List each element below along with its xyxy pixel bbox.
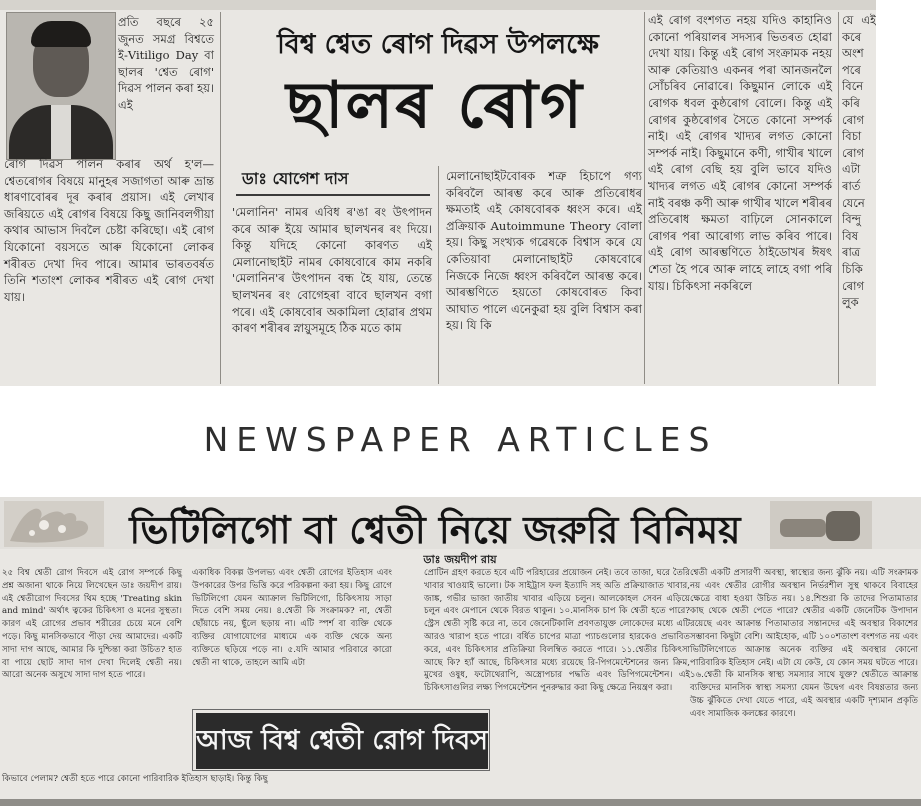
article1-col3-text: মেলানোছাইটবোৰক শত্ৰু হিচাপে গণ্য কৰিবলৈ আৰম্ভ কৰে আৰু প্ৰতিৰোধৰ ক্ষমতাই এই কোষবোৰক ধ্বংস কৰে। এই প্ৰক্ৰিয়াক Autoimmune Theory বোলা হয়। কিছু সংখ্যক গৱেষকে বিশ্বাস কৰে যে কেতিয়াবা মেলানোছাইট কোষবোৰে নিজকে নিজে ধ্বংস কৰিবলৈ আৰম্ভ কৰে। আৰম্ভণিতে হয়তো কোষবোৰত কিবা আঘাত পালে এনেকুৱা হয় বুলি বিশ্বাস কৰা হয়। যি কি [446, 169, 642, 333]
article-clipping-top [0, 0, 876, 386]
clipping-bottom-edge [0, 799, 921, 806]
article1-left-text: ৰোগ দিৱস পালন কৰাৰ অৰ্থ হ'ল— শ্বেতৰোগৰ বিষয়ে মানুহৰ সজাগতা আৰু ভ্ৰান্ত ধাৰণাবোৰৰ দূৰ কৰাৰ প্ৰয়াস। এই লেখাৰ জৰিয়তে এই ৰোগৰ বিষয়ে কিছু জানিবলগীয়া কথাৰ আভাস দিবলৈ চেষ্টা কৰিছো। এই ৰোগ যিকোনো বয়সতে আৰু যিকোনো লোকৰ শৰীৰত দেখা দিব পাৰে। আমাৰ ভাৰতবৰ্ষত তিনি শতাংশ লোকৰ শৰীৰত এই ৰোগ দেখা যায়। [4, 157, 214, 304]
article1-side-column [118, 14, 214, 114]
article2-under-box-text: কিভাবে পেলাম? শ্বেতী হতে পারে কোনো পারিবারিক ইতিহাস ছাড়াই। কিন্তু কিছু [2, 774, 268, 784]
article2-col1-text: ২৫ বিশ্ব শ্বেতী রোগ দিবসে এই রোগ সম্পর্কে কিছু প্রশ্ন অজানা থাকে নিয়ে লিখেছেন ডাঃ জয়দীপ রায়। এই শ্বেতীরোগ দিবসের থিম হচ্ছে 'Treating skin and mind' অর্থাৎ ত্বকের চিকিৎসা ও মনের সুস্থতা। কারণ এই রোগের প্রভাব শরীরের চেয়ে মনে বেশি পড়ে। কিছু মানসিকভাবে পীড়া দেয় আমাদের। একটি সাদা দাগ আছে, আমার কি দুশ্চিন্তা করা উচিত? হাত বা পায়ে ছোট সাদা দাগ দেখা দিলেই শ্বেতী নয়। আরো অনেক অসুখে সাদা দাগ হতে পারে। [2, 568, 182, 681]
article2-column-4 [690, 567, 918, 721]
column-divider [220, 12, 221, 384]
illustration-shape [826, 511, 860, 541]
article1-side-text: প্ৰতি বছৰে ২৫ জুনত সমগ্ৰ বিশ্বতে ই-Vitiligo Day বা ছালৰ 'শ্বেত ৰোগ' দিৱস পালন কৰা হয়। এই [118, 15, 214, 112]
article1-column-2 [232, 204, 432, 337]
author-underline [236, 194, 430, 196]
article2-column-3 [424, 567, 690, 695]
clipping-top-edge [0, 0, 876, 10]
section-heading: NEWSPAPER ARTICLES [203, 420, 718, 459]
treatment-illustration [770, 501, 872, 549]
article1-column-4 [648, 12, 832, 294]
inset-headline-text: আজ বিশ্ব শ্বেতী রোগ দিবস [196, 725, 488, 756]
article1-left-column [4, 156, 214, 305]
article1-headline: ছালৰ ৰোগ [286, 68, 584, 143]
photo-hair-shape [31, 21, 91, 47]
article2-author: ডাঃ জয়দীপ রায় [423, 553, 497, 566]
illustration-shape [780, 519, 826, 537]
article-clipping-bottom [0, 497, 921, 806]
article1-pretitle: বিশ্ব শ্বেত ৰোগ দিৱস উপলক্ষে [277, 29, 599, 60]
article2-column-2 [192, 567, 392, 669]
article1-column-5 [842, 12, 876, 384]
article2-under-box [2, 773, 402, 786]
article1-col4-text: এই ৰোগ বংশগত নহয় যদিও কাহানিও কোনো পৰিয়ালৰ সদস্যৰ ভিতৰত হোৱা দেখা যায়। কিন্তু এই ৰোগ সংক্ৰামক নহয় আৰু কেতিয়াও একনৰ পৰা আনজনলৈ সোঁচৰিব নোৱাৰে। কিছুমান লোকে এই ৰোগক ধবল কুষ্ঠৰোগ বোলে। কিন্তু এই ৰোগৰ কুষ্ঠৰোগৰ সৈতে কোনো সম্পৰ্ক নাই। এই ৰোগৰ খাদ্যৰ লগত কোনো সম্পৰ্ক নাই। কিছুমানে কণী, গাখীৰ খালে এই ৰোগ বেছি হয় বুলি ভাবে যদিও খাদ্যৰ লগত এই ৰোগৰ কোনো সম্পৰ্ক নাই বৰঞ্চ কণী আৰু গাখীৰ খালে শৰীৰৰ প্ৰতিৰোধ ক্ষমতা বাঢ়িলে সোনকালে ৰোগৰ পৰা আৰোগ্য লাভ কৰিব পাৰে। এই ৰোগ আৰম্ভণিতে ঠাইডোখৰ ঈষৎ শেতা হৈ পৰে আৰু লাহে লাহে বগা পৰি যায়। চিকিৎসা নকৰিলে [648, 13, 832, 293]
article2-col3-text: প্রোটিন গ্রহণ করতে হবে এটি পরিহারের প্রয়োজন নেই। তবে তাজা, ঘরে তৈরি খাবার খাওয়াই ভালো। টক সাইট্রাস ফল ইত্যাদি সহ অতি প্রক্রিয়াজাত খাবার, জাঙ্ক, গভীর ভাজা জাতীয় খাবার এড়িয়ে চলুন। আলকোহল সেবন এড়িয়ে চলুন এবং মেপানে থেকে বিরত থাকুন। ১০.মানসিক চাপ কি শ্বেতী হতে পারে? স্ট্রেস শ্বেতী সৃষ্টি করে না, তবে জেনেটিকালি প্রবণতাযুক্ত লোকেদের মধ্যে এটি আরও খারাপ হতে পারে। বর্ধিত চাপের মাত্রা প্যাচগুলোর হারকেও প্রভাবিত করে, এবং চিকিৎসার প্রতিক্রিয়া বিলম্বিত করতে পারে। ১১.শ্বেতীর চিকিৎসা আছে কি? হ্যাঁ আছে, চিকিৎসার মধ্যে রয়েছে রি-পিগমেন্টেশনের জন্য ক্রিম, মুখের ওষুধ, ফটোথেরাপি, অস্ত্রোপচার পদ্ধতি এবং ডিপিগমেন্টেশন। এই চিকিৎসাগুলির লক্ষ্য পিগমেন্টেশন পুনরুদ্ধার করা কিছু ক্ষেত্রে নিয়ন্ত্রণ করা। [424, 568, 690, 694]
article2-col2-text: একাধিক বিকল্প উপলভ্য এবং শ্বেতী রোগের ইতিহাস এবং উপকারের উপর ভিত্তি করে পরিকল্পনা করা হয়। কিছু রোগে ভিটিলিগো যেমন অ্যাক্রাল ভিটিলিগো, চিকিৎসায় সাড়া দিতে বেশি সময় নেয়। ৪.শ্বেতী কি সংক্রামক? না, শ্বেতী ছোঁয়াচে নয়, ছুঁলে ছড়ায় না। এটি স্পর্শ বা ব্যক্তি থেকে ব্যক্তির যোগাযোগের মাধ্যমে এক ব্যক্তি থেকে অন্য ব্যক্তিতে ছড়িয়ে পড়ে না। ৫.যদি আমার পরিবারে কারো শ্বেতী না থাকে, তাহলে আমি এটা [192, 568, 392, 668]
column-divider [644, 12, 645, 384]
article2-column-1 [2, 567, 182, 682]
article1-author: ডাঃ যোগেশ দাস [242, 169, 349, 188]
article1-col5-text: যে এই কৰে অংশ পৰে বিনে কৰি ৰোগ বিচা ৰোগ এটা ৰাৰ্ত যেনে বিন্দু বিষ ৰাত্ৰ চিকি ৰোগ লুক [842, 13, 876, 310]
column-divider [838, 12, 839, 384]
photo-shirt-shape [51, 105, 71, 159]
hand-illustration-icon [4, 501, 104, 547]
article2-col4-text: শ্বেতী একটি প্রসারণী অবস্থা, স্বাস্থ্যের জন্য ঝুঁকি নয়। এটি সংক্রামক নয় এবং শ্বেতীর রোগীর অবস্থান নির্ভরশীল সুস্থ থাকবে বিবাহের ক্ষেত্রে বাধা হওয়া উচিত নয়। ১৪.শিশুরা কি তাদের পিতামাতার কাছ থেকে শ্বেতী পেতে পারে? শ্বেতীর একটি জেনেটিক উপাদান রয়েছে এবং আক্রান্ত পিতামাতার সন্তানদের এই অবস্থার বিকাশের সম্ভাবনা কিছুটা বেশি। আইহোক, এটি ১০০শতাংশ বংশগত নয় এবং ভিটিলিগোতে আক্রান্ত অনেক ব্যক্তির এই অবস্থার কোনো পারিবারিক ইতিহাস নেই। এটা যে কেউ, যে কোন সময় ঘটতে পারে। ১৬.শ্বেতী কি মানসিক স্বাস্থ্য সমস্যার সাথে যুক্ত? শ্বেতীতে আক্রান্ত ব্যক্তিদের মানসিক স্বাস্থ্য সমস্যা যেমন উদ্বেগ এবং বিষণ্ণতার জন্য উচ্চ ঝুঁকিতে দেখা যেতে পারে, এই অবস্থার একটি দৃশ্যমান প্রকৃতি এবং সামাজিক কলঙ্কের কারণে। [690, 568, 918, 719]
article2-headline: ভিটিলিগো বা শ্বেতী নিয়ে জরুরি বিনিময় [129, 507, 741, 552]
article1-col2-text: 'মেলানিন' নামৰ এবিধ ৰ'ঙা ৰং উৎপাদন কৰে আৰু ইয়ে আমাৰ ছালখনৰ ৰং দিয়ে। কিন্তু যদিহে কোনো কাৰণত এই মেলানোছাইট নামৰ কোষবোৰে কাম নকৰি 'মেলানিন'ৰ উৎপাদন বন্ধ হৈ যায়, তেন্তে ছালখনৰ ৰং বোগেহৰা বাবে ছালখন বগা পৰে। এই কোষবোৰ অকামিলা হোৱাৰ প্ৰথম কাৰণ শৰীৰৰ স্নায়ুসমূহে ঠিক মতে কাম [232, 205, 432, 336]
article1-column-3 [446, 168, 642, 334]
column-divider [438, 166, 439, 384]
author-photo [6, 12, 116, 160]
